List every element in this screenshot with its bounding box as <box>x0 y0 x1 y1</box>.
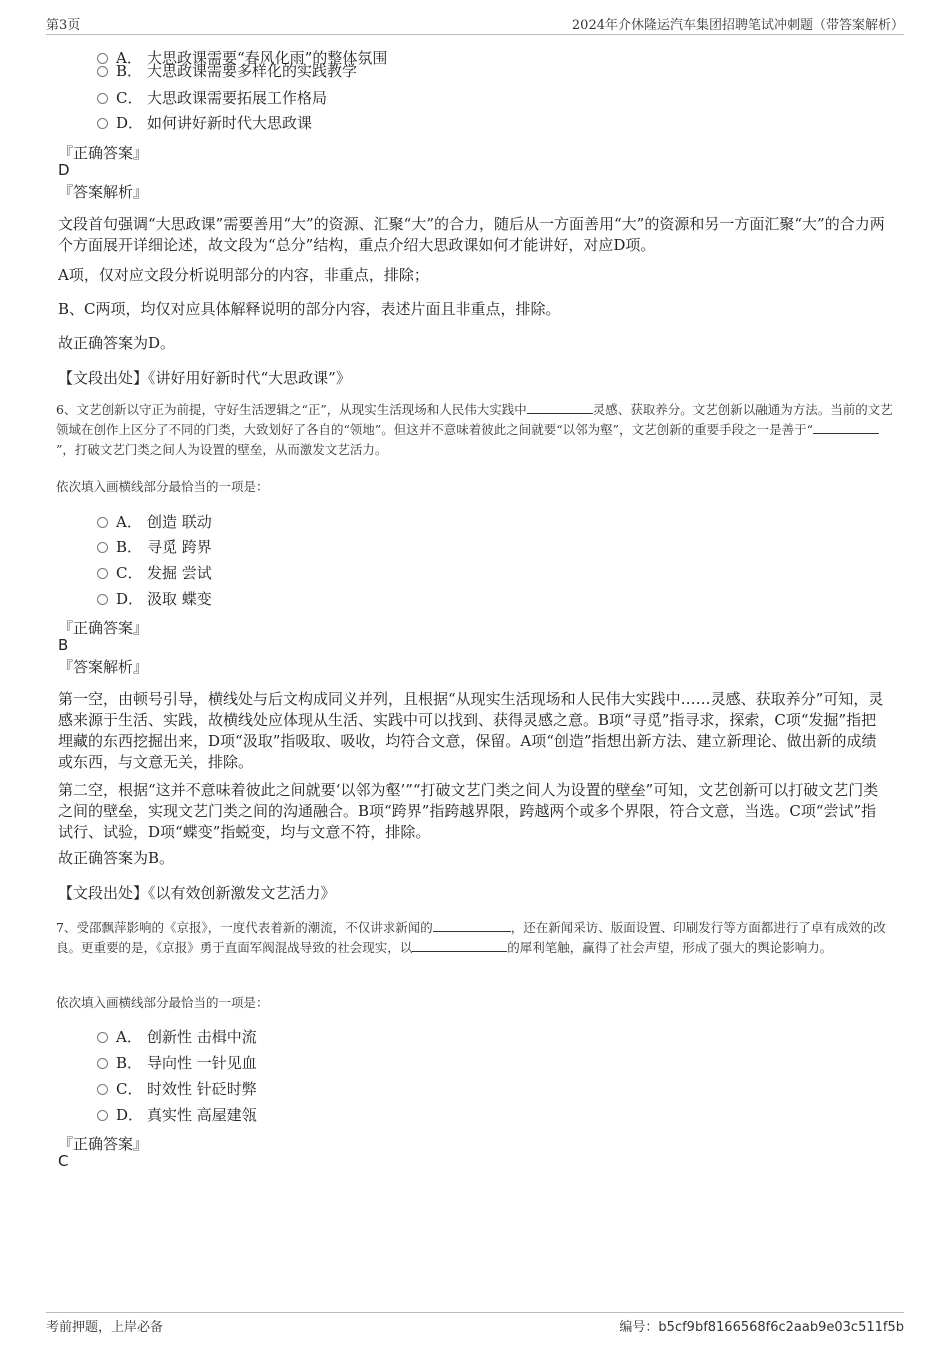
q6-option-d[interactable]: D． 汲取 蝶变 <box>97 589 212 609</box>
q6-analysis-paragraph: 第二空，根据“这并不意味着彼此之间就要‘以邻为壑’”“打破文艺门类之间人为设置的壁垒”可知，文艺创新可以打破文艺门类之间的壁垒，实现文艺门类之间的沟通融合。B项“跨界”指跨越界限，跨越两个或多个界限，符合文意，当选。C项“尝试”指试行、试验，D项“蝶变”指蜕变，均与文意不符，排除。 <box>58 781 879 841</box>
radio-icon[interactable] <box>97 568 108 579</box>
q5-analysis-tag: 『答案解析』 <box>58 183 149 201</box>
q5-option-d[interactable]: D． 如何讲好新时代大思政课 <box>97 113 312 133</box>
q5-analysis-paragraph: 文段首句强调“大思政课”需要善用“大”的资源、汇聚“大”的合力，随后从一方面善用“大”的资源和另一方面汇聚“大”的合力两个方面展开详细论述，故文段为“总分”结构，重点介绍大思政课如何才能讲好，对应D项。 <box>58 215 885 254</box>
q7-prompt: 依次填入画横线部分最恰当的一项是： <box>56 995 269 1010</box>
page-header <box>46 14 904 35</box>
q6-option-b[interactable]: B． 寻觅 跨界 <box>97 537 212 557</box>
q6-option-a[interactable]: A． 创造 联动 <box>97 512 212 532</box>
q6-answer: B <box>58 636 69 654</box>
radio-icon[interactable] <box>97 517 108 528</box>
fill-blank <box>527 401 593 414</box>
q5-option-c[interactable]: C． 大思政课需要拓展工作格局 <box>97 88 327 108</box>
fill-blank <box>412 939 507 952</box>
q5-answer: D <box>58 161 70 179</box>
q7-option-c[interactable]: C． 时效性 针砭时弊 <box>97 1079 257 1099</box>
q6-source: 【文段出处】《以有效创新激发文艺活力》 <box>58 884 336 902</box>
radio-icon[interactable] <box>97 1032 108 1043</box>
q5-source: 【文段出处】《讲好用好新时代“大思政课”》 <box>58 369 351 387</box>
radio-icon[interactable] <box>97 66 108 77</box>
q7-stem: 7、受邵飘萍影响的《京报》，一度代表着新的潮流，不仅讲求新闻的 ，还在新闻采访、版面设置、印刷发行等方面都进行了卓有成效的改良。更重要的是，《京报》勇于直面军阀混战导致的社会现实，以 的犀利笔触，赢得了社会声望，形成了强大的舆论影响力。 <box>56 920 886 955</box>
radio-icon[interactable] <box>97 542 108 553</box>
q6-analysis-tag: 『答案解析』 <box>58 658 149 676</box>
radio-icon[interactable] <box>97 594 108 605</box>
q5-answer-tag: 『正确答案』 <box>58 144 149 162</box>
radio-icon[interactable] <box>97 118 108 129</box>
q5-analysis-paragraph: B、C两项，均仅对应具体解释说明的部分内容，表述片面且非重点，排除。 <box>58 300 561 318</box>
document-title: 2024年介休隆运汽车集团招聘笔试冲刺题（带答案解析） <box>571 18 904 33</box>
radio-icon[interactable] <box>97 1110 108 1121</box>
radio-icon[interactable] <box>97 1058 108 1069</box>
page-number: 第3页 <box>46 18 81 33</box>
q7-option-a[interactable]: A． 创新性 击楫中流 <box>97 1027 257 1047</box>
q5-analysis-paragraph: A项，仅对应文段分析说明部分的内容，非重点，排除； <box>58 266 429 284</box>
q6-conclusion: 故正确答案为B。 <box>58 849 175 867</box>
radio-icon[interactable] <box>97 1084 108 1095</box>
page-footer <box>46 1312 904 1335</box>
q6-prompt: 依次填入画横线部分最恰当的一项是： <box>56 479 269 494</box>
q6-answer-tag: 『正确答案』 <box>58 619 149 637</box>
q7-option-b[interactable]: B． 导向性 一针见血 <box>97 1053 257 1073</box>
q6-option-c[interactable]: C． 发掘 尝试 <box>97 563 212 583</box>
fill-blank <box>813 421 879 434</box>
radio-icon[interactable] <box>97 93 108 104</box>
q5-conclusion: 故正确答案为D。 <box>58 334 176 352</box>
footer-slogan: 考前押题，上岸必备 <box>46 1320 164 1335</box>
q5-option-b[interactable]: B． 大思政课需要多样化的实践教学 <box>97 61 357 81</box>
document-code: 编号：b5cf9bf8166568f6c2aab9e03c511f5b <box>619 1320 904 1335</box>
q7-answer-tag: 『正确答案』 <box>58 1135 149 1153</box>
q6-stem: 6、文艺创新以守正为前提，守好生活逻辑之“正”，从现实生活现场和人民伟大实践中 灵感、获取养分。文艺创新以融通为方法。当前的文艺领域在创作上区分了不同的门类，大致划好了各自的“领地”。但这并不意味着彼此之间就要“以邻为壑”，文艺创新的重要手段之一是善于“”，打破文艺门类之间人为设置的壁垒，从而激发文艺活力。 <box>56 402 893 457</box>
q7-answer: C <box>58 1152 69 1170</box>
q7-option-d[interactable]: D． 真实性 高屋建瓴 <box>97 1105 257 1125</box>
fill-blank <box>433 919 511 932</box>
q5-option-a[interactable]: A． 大思政课需要“春风化雨”的整体氛围 <box>97 48 387 68</box>
q6-analysis-paragraph: 第一空，由顿号引导，横线处与后文构成同义并列，且根据“从现实生活现场和人民伟大实践中……灵感、获取养分”可知，灵感来源于生活、实践，故横线处应体现从生活、实践中可以找到、获得灵感之意。B项“寻觅”指寻求，探索，C项“发掘”指把埋藏的东西挖掘出来，D项“汲取”指吸取、吸收，均符合文意，保留。A项“创造”指想出新方法、建立新理论、做出新的成绩或东西，与文意无关，排除。 <box>58 690 884 771</box>
